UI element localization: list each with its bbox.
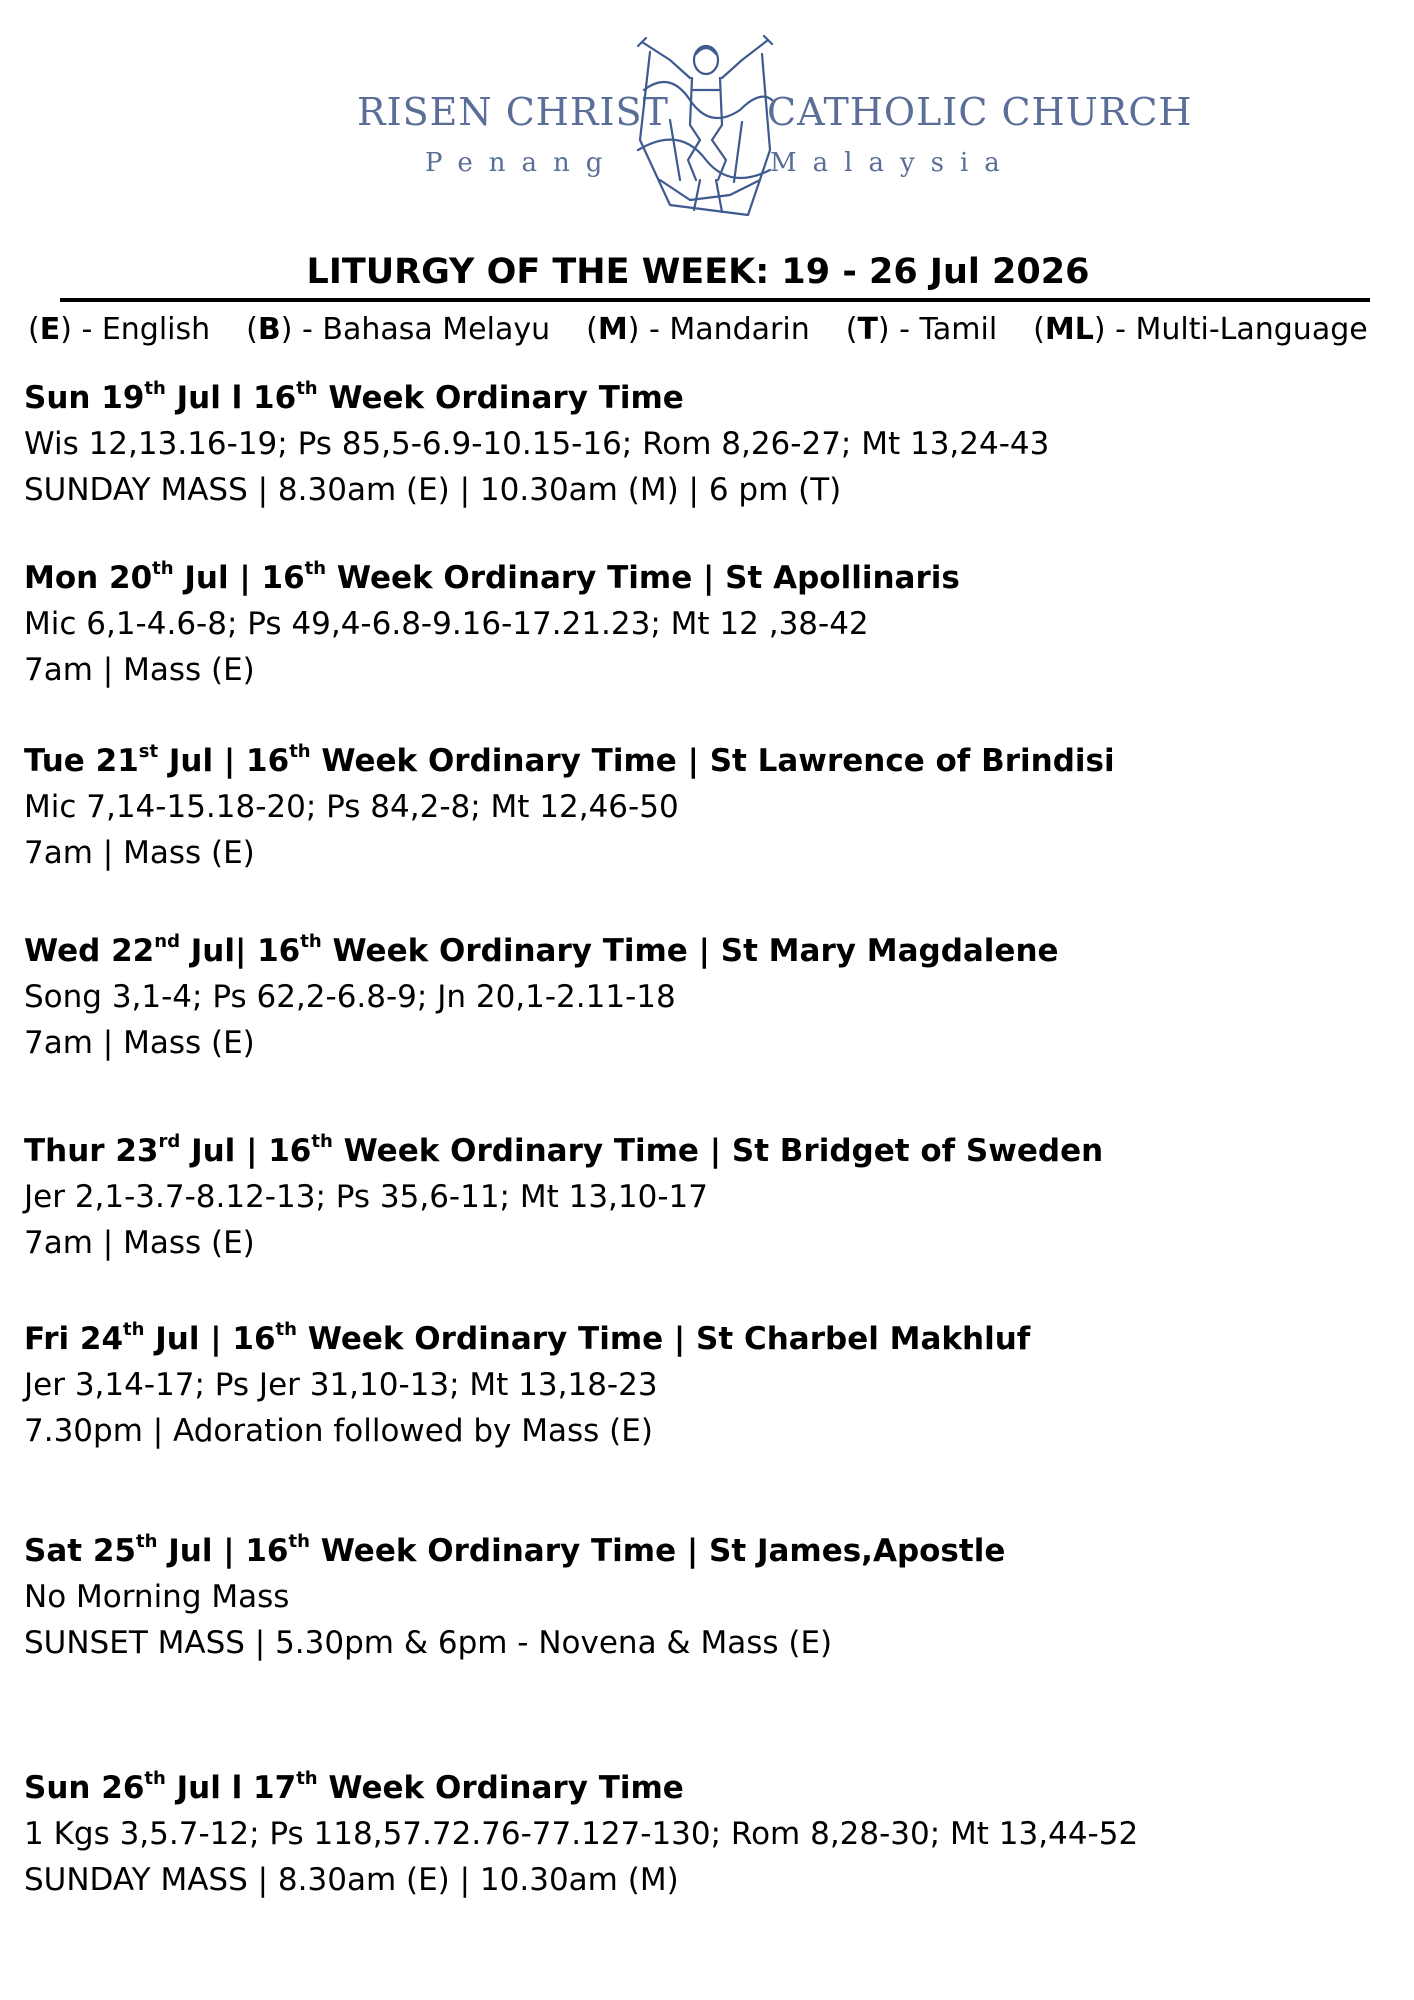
language-legend bbox=[28, 312, 1398, 347]
day-entry-thur-23 bbox=[24, 1128, 1394, 1266]
day-heading: Thur 23rd Jul | 16th Week Ordinary Time | St Bridget of Sweden bbox=[24, 1131, 1104, 1169]
legend-label: - English bbox=[71, 312, 211, 347]
day-heading: Mon 20th Jul | 16th Week Ordinary Time | St Apollinaris bbox=[24, 558, 960, 596]
legend-code: ML bbox=[1044, 312, 1094, 347]
day-entry-mon-20 bbox=[24, 555, 1394, 693]
legend-label: - Bahasa Melayu bbox=[292, 312, 551, 347]
day-heading: Sun 26th Jul l 17th Week Ordinary Time bbox=[24, 1768, 684, 1806]
church-name-right: CATHOLIC CHURCH bbox=[767, 90, 1193, 134]
legend-label: - Multi-Language bbox=[1105, 312, 1368, 347]
day-heading: Fri 24th Jul | 16th Week Ordinary Time | St Charbel Makhluf bbox=[24, 1319, 1031, 1357]
day-schedule: 7.30pm | Adoration followed by Mass (E) bbox=[24, 1413, 653, 1449]
day-readings: Jer 2,1-3.7-8.12-13; Ps 35,6-11; Mt 13,10-17 bbox=[24, 1179, 708, 1215]
legend-item-mandarin: (M) - Mandarin bbox=[586, 312, 810, 347]
day-schedule: 7am | Mass (E) bbox=[24, 652, 255, 688]
legend-item-multi: (ML) - Multi-Language bbox=[1033, 312, 1368, 347]
day-schedule: SUNSET MASS | 5.30pm & 6pm - Novena & Mass (E) bbox=[24, 1625, 833, 1661]
day-schedule: 7am | Mass (E) bbox=[24, 835, 255, 871]
day-schedule: 7am | Mass (E) bbox=[24, 1025, 255, 1061]
legend-item-tamil: (T) - Tamil bbox=[845, 312, 998, 347]
title-divider bbox=[60, 298, 1370, 302]
legend-item-english: (E) - English bbox=[28, 312, 211, 347]
day-readings: Jer 3,14-17; Ps Jer 31,10-13; Mt 13,18-23 bbox=[24, 1367, 658, 1403]
church-name-left: RISEN CHRIST bbox=[357, 90, 669, 134]
legend-code: T bbox=[857, 312, 878, 347]
day-schedule: 7am | Mass (E) bbox=[24, 1225, 255, 1261]
day-readings: Mic 6,1-4.6-8; Ps 49,4-6.8-9.16-17.21.23; Mt 12 ,38-42 bbox=[24, 606, 869, 642]
day-readings: Mic 7,14-15.18-20; Ps 84,2-8; Mt 12,46-50 bbox=[24, 789, 679, 825]
legend-code: B bbox=[257, 312, 281, 347]
legend-code: E bbox=[39, 312, 61, 347]
location-city: Penang bbox=[425, 148, 619, 178]
day-entry-wed-22 bbox=[24, 928, 1394, 1066]
page-title: LITURGY OF THE WEEK: 19 - 26 Jul 2026 bbox=[306, 252, 1090, 292]
day-readings: Song 3,1-4; Ps 62,2-6.8-9; Jn 20,1-2.11-18 bbox=[24, 979, 676, 1015]
legend-label: - Tamil bbox=[889, 312, 998, 347]
legend-item-bahasa: (B) - Bahasa Melayu bbox=[246, 312, 551, 347]
day-readings: No Morning Mass bbox=[24, 1579, 290, 1615]
church-header bbox=[0, 30, 1414, 230]
day-schedule: SUNDAY MASS | 8.30am (E) | 10.30am (M) bbox=[24, 1862, 679, 1898]
day-schedule: SUNDAY MASS | 8.30am (E) | 10.30am (M) | 6 pm (T) bbox=[24, 472, 842, 508]
location-country: Malaysia bbox=[770, 148, 1016, 178]
day-entry-sun-26 bbox=[24, 1765, 1394, 1903]
legend-label: - Mandarin bbox=[639, 312, 810, 347]
legend-code: M bbox=[597, 312, 628, 347]
day-heading: Wed 22nd Jul| 16th Week Ordinary Time | St Mary Magdalene bbox=[24, 931, 1059, 969]
day-entry-tue-21 bbox=[24, 738, 1394, 876]
risen-christ-logo-icon bbox=[630, 30, 780, 220]
day-entry-sat-25 bbox=[24, 1528, 1394, 1666]
day-entry-sun-19 bbox=[24, 375, 1394, 513]
day-heading: Sun 19th Jul l 16th Week Ordinary Time bbox=[24, 378, 684, 416]
day-readings: 1 Kgs 3,5.7-12; Ps 118,57.72.76-77.127-130; Rom 8,28-30; Mt 13,44-52 bbox=[24, 1816, 1139, 1852]
day-heading: Tue 21st Jul | 16th Week Ordinary Time | St Lawrence of Brindisi bbox=[24, 741, 1115, 779]
day-readings: Wis 12,13.16-19; Ps 85,5-6.9-10.15-16; Rom 8,26-27; Mt 13,24-43 bbox=[24, 426, 1050, 462]
day-entry-fri-24 bbox=[24, 1316, 1394, 1454]
day-heading: Sat 25th Jul | 16th Week Ordinary Time | St James,Apostle bbox=[24, 1531, 1006, 1569]
